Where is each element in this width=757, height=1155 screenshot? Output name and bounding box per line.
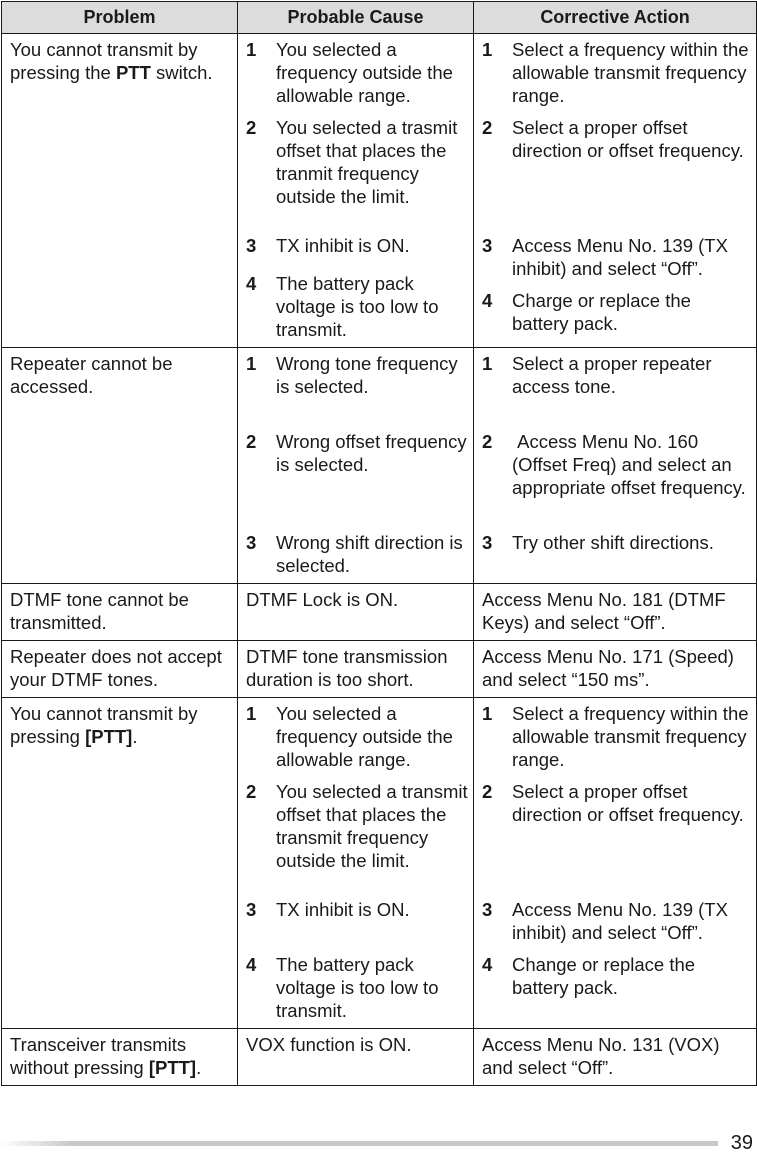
- cause-step: 4 The battery pack voltage is too low to transmit.: [246, 273, 439, 340]
- action-step: 4 Charge or replace the battery pack.: [482, 290, 691, 334]
- problem-cell: Repeater cannot be accessed.: [2, 348, 238, 584]
- cause-step: 3 TX inhibit is ON.: [246, 235, 410, 256]
- problem-cell: You cannot transmit by pressing [PTT].: [2, 698, 238, 1029]
- cause-step: 3 Wrong shift direction is selected.: [246, 532, 463, 576]
- action-cell: [474, 698, 757, 1029]
- action-step: 3 Access Menu No. 139 (TX inhibit) and select “Off”.: [482, 899, 728, 943]
- cause-cell: [238, 698, 474, 1029]
- cause-step: 2 You selected a transmit offset that places the transmit frequency outside the limit.: [246, 781, 468, 871]
- cause-step: 1 Wrong tone frequency is selected.: [246, 353, 458, 397]
- action-step: 1 Select a frequency within the allowable transmit frequency range.: [482, 703, 749, 770]
- cause-step: 1 You selected a frequency outside the allowable range.: [246, 703, 453, 770]
- cause-cell: [238, 348, 474, 584]
- action-step: 3 Try other shift directions.: [482, 532, 714, 553]
- cause-step: 4 The battery pack voltage is too low to transmit.: [246, 954, 439, 1021]
- header-corrective-action: Corrective Action: [474, 2, 757, 34]
- action-cell: [474, 348, 757, 584]
- action-step: 1 Select a frequency within the allowable transmit frequency range.: [482, 39, 749, 106]
- table-row: [2, 698, 757, 1029]
- action-cell: Access Menu No. 181 (DTMF Keys) and select “Off”.: [474, 584, 757, 641]
- header-problem: Problem: [2, 2, 238, 34]
- problem-cell: DTMF tone cannot be transmitted.: [2, 584, 238, 641]
- action-step: 4 Change or replace the battery pack.: [482, 954, 696, 998]
- action-step: 2 Select a proper offset direction or offset frequency.: [482, 117, 744, 161]
- action-step: 2 Access Menu No. 160 (Offset Freq) and select an appropriate offset frequency.: [482, 431, 746, 498]
- cause-cell: VOX function is ON.: [238, 1029, 474, 1086]
- table-header-row: [2, 2, 757, 34]
- cause-step: 2 You selected a trasmit offset that places the tranmit frequency outside the limit.: [246, 117, 458, 207]
- action-step: 1 Select a proper repeater access tone.: [482, 353, 712, 397]
- action-step: 2 Select a proper offset direction or offset frequency.: [482, 781, 744, 825]
- cause-step: 2 Wrong offset frequency is selected.: [246, 431, 467, 475]
- table-row: [2, 1029, 757, 1086]
- table-row: [2, 584, 757, 641]
- cause-cell: [238, 34, 474, 348]
- problem-cell: You cannot transmit by pressing the PTT switch.: [2, 34, 238, 348]
- footer-divider: [0, 1141, 718, 1146]
- troubleshooting-table: [1, 1, 757, 1086]
- problem-cell: Transceiver transmits without pressing [PTT].: [2, 1029, 238, 1086]
- page-number: 39: [730, 1132, 753, 1154]
- cause-step: 3 TX inhibit is ON.: [246, 899, 410, 920]
- action-step: 3 Access Menu No. 139 (TX inhibit) and select “Off”.: [482, 235, 728, 279]
- header-probable-cause: Probable Cause: [238, 2, 474, 34]
- table-row: [2, 348, 757, 584]
- action-cell: [474, 34, 757, 348]
- action-cell: Access Menu No. 131 (VOX) and select “Off”.: [474, 1029, 757, 1086]
- table-row: [2, 34, 757, 348]
- cause-cell: DTMF Lock is ON.: [238, 584, 474, 641]
- table-row: [2, 641, 757, 698]
- action-cell: Access Menu No. 171 (Speed) and select “150 ms”.: [474, 641, 757, 698]
- cause-step: 1 You selected a frequency outside the allowable range.: [246, 39, 453, 106]
- problem-cell: Repeater does not accept your DTMF tones.: [2, 641, 238, 698]
- cause-cell: DTMF tone transmission duration is too short.: [238, 641, 474, 698]
